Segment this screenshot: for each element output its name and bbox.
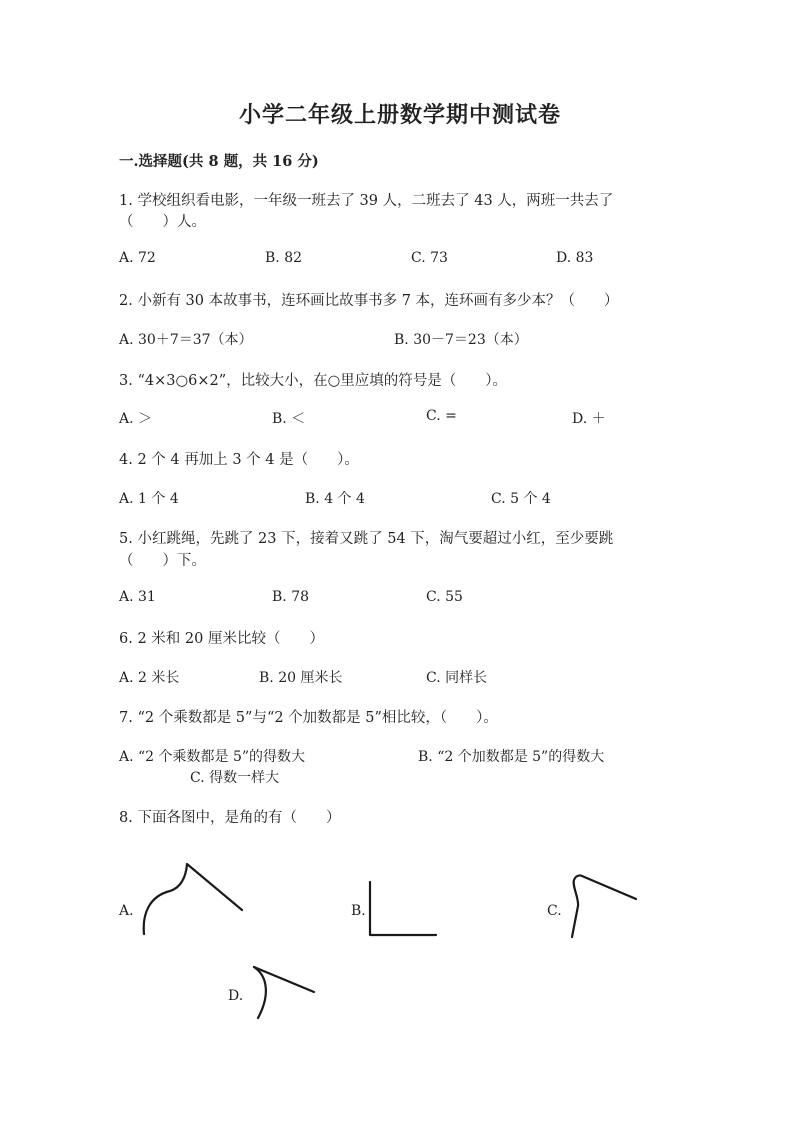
figure-b-label[interactable]: B. — [351, 903, 366, 919]
question-3-line-1: 3. “4×3○6×2”，比较大小，在○里应填的符号是（ ）。 — [119, 373, 508, 389]
question-3-option-b[interactable]: B. ＜ — [272, 411, 306, 427]
question-7-line-1: 7. “2 个乘数都是 5”与“2 个加数都是 5”相比较，（ ）。 — [119, 710, 498, 726]
question-4-option-b[interactable]: B. 4 个 4 — [305, 491, 365, 507]
question-5-option-a[interactable]: A. 31 — [119, 589, 156, 605]
question-3-option-d[interactable]: D. ＋ — [572, 411, 606, 427]
question-2-option-b[interactable]: B. 30－7＝23（本） — [394, 332, 528, 348]
figure-b-right-angle — [364, 878, 440, 940]
question-7-option-a[interactable]: A. “2 个乘数都是 5”的得数大 — [119, 749, 306, 765]
question-5-line-1: 5. 小红跳绳，先跳了 23 下，接着又跳了 54 下，淘气要超过小红，至少要跳 — [119, 531, 614, 547]
question-7-option-c[interactable]: C. 得数一样大 — [190, 770, 280, 786]
question-3-option-c[interactable]: C. = — [426, 408, 457, 424]
question-4-option-a[interactable]: A. 1 个 4 — [119, 491, 179, 507]
page-title: 小学二年级上册数学期中测试卷 — [238, 102, 561, 128]
figure-a-label[interactable]: A. — [119, 903, 134, 919]
question-6-line-1: 6. 2 米和 20 厘米比较（ ） — [119, 631, 324, 647]
question-3-option-a[interactable]: A. ＞ — [119, 411, 153, 427]
figure-c-label[interactable]: C. — [547, 903, 562, 919]
question-4-line-1: 4. 2 个 4 再加上 3 个 4 是（ ）。 — [119, 452, 359, 468]
question-1-line-1: 1. 学校组织看电影，一年级一班去了 39 人，二班去了 43 人，两班一共去了 — [119, 193, 614, 209]
figure-d-curved-angle — [246, 962, 320, 1024]
question-1-option-b[interactable]: B. 82 — [265, 250, 303, 266]
figure-c-broken-shape — [562, 870, 642, 940]
figure-d-label[interactable]: D. — [228, 988, 244, 1004]
question-1-line-2: （ ）人。 — [119, 214, 206, 230]
question-5-line-2: （ ）下。 — [119, 553, 206, 569]
figure-a-curved-shape — [138, 858, 248, 940]
question-5-option-c[interactable]: C. 55 — [426, 589, 463, 605]
question-2-option-a[interactable]: A. 30＋7＝37（本） — [119, 332, 253, 348]
question-8-line-1: 8. 下面各图中，是角的有（ ） — [119, 810, 341, 826]
question-7-option-b[interactable]: B. “2 个加数都是 5”的得数大 — [418, 749, 605, 765]
question-6-option-a[interactable]: A. 2 米长 — [119, 670, 180, 686]
question-1-option-d[interactable]: D. 83 — [556, 250, 594, 266]
question-4-option-c[interactable]: C. 5 个 4 — [491, 491, 551, 507]
question-6-option-b[interactable]: B. 20 厘米长 — [259, 670, 343, 686]
question-2-line-1: 2. 小新有 30 本故事书，连环画比故事书多 7 本，连环画有多少本？（ ） — [119, 293, 619, 309]
question-6-option-c[interactable]: C. 同样长 — [426, 670, 488, 686]
question-5-option-b[interactable]: B. 78 — [272, 589, 310, 605]
question-1-option-a[interactable]: A. 72 — [119, 250, 156, 266]
section-header: 一.选择题(共 8 题，共 16 分) — [119, 153, 319, 170]
question-1-option-c[interactable]: C. 73 — [411, 250, 448, 266]
